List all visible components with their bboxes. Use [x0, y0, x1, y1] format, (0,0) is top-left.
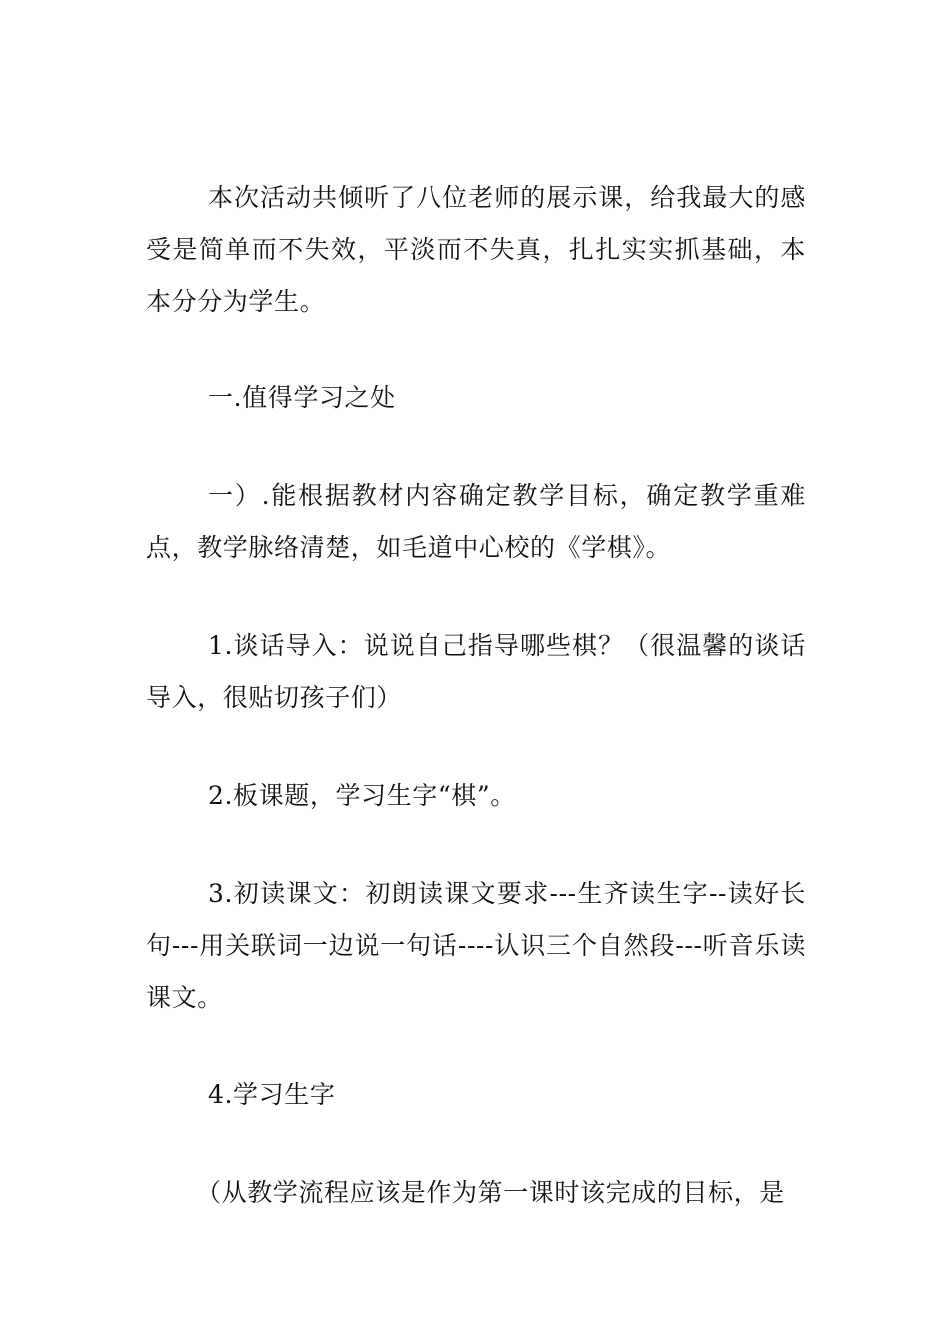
step-3-paragraph: 3.初读课文：初朗读课文要求---生齐读生字--读好长句---用关联词一边说一句话----认识三个自然段---听音乐读课文。	[146, 879, 806, 1012]
subsection-paragraph: 一）.能根据教材内容确定教学目标，确定教学重难点，教学脉络清楚，如毛道中心校的《学棋》。	[146, 481, 806, 562]
intro-paragraph: 本次活动共倾听了八位老师的展示课，给我最大的感受是简单而不失效，平淡而不失真，扎扎实实抓基础，本本分分为学生。	[146, 183, 806, 316]
step-4-paragraph: 4.学习生字	[208, 1080, 336, 1109]
section-heading: 一.值得学习之处	[208, 383, 396, 412]
note-paragraph: （从教学流程应该是作为第一课时该完成的目标，是	[196, 1178, 785, 1207]
step-1-paragraph: 1.谈话导入：说说自己指导哪些棋？（很温馨的谈话导入，很贴切孩子们）	[146, 631, 806, 712]
step-2-paragraph: 2.板课题，学习生字“棋”。	[208, 781, 516, 810]
